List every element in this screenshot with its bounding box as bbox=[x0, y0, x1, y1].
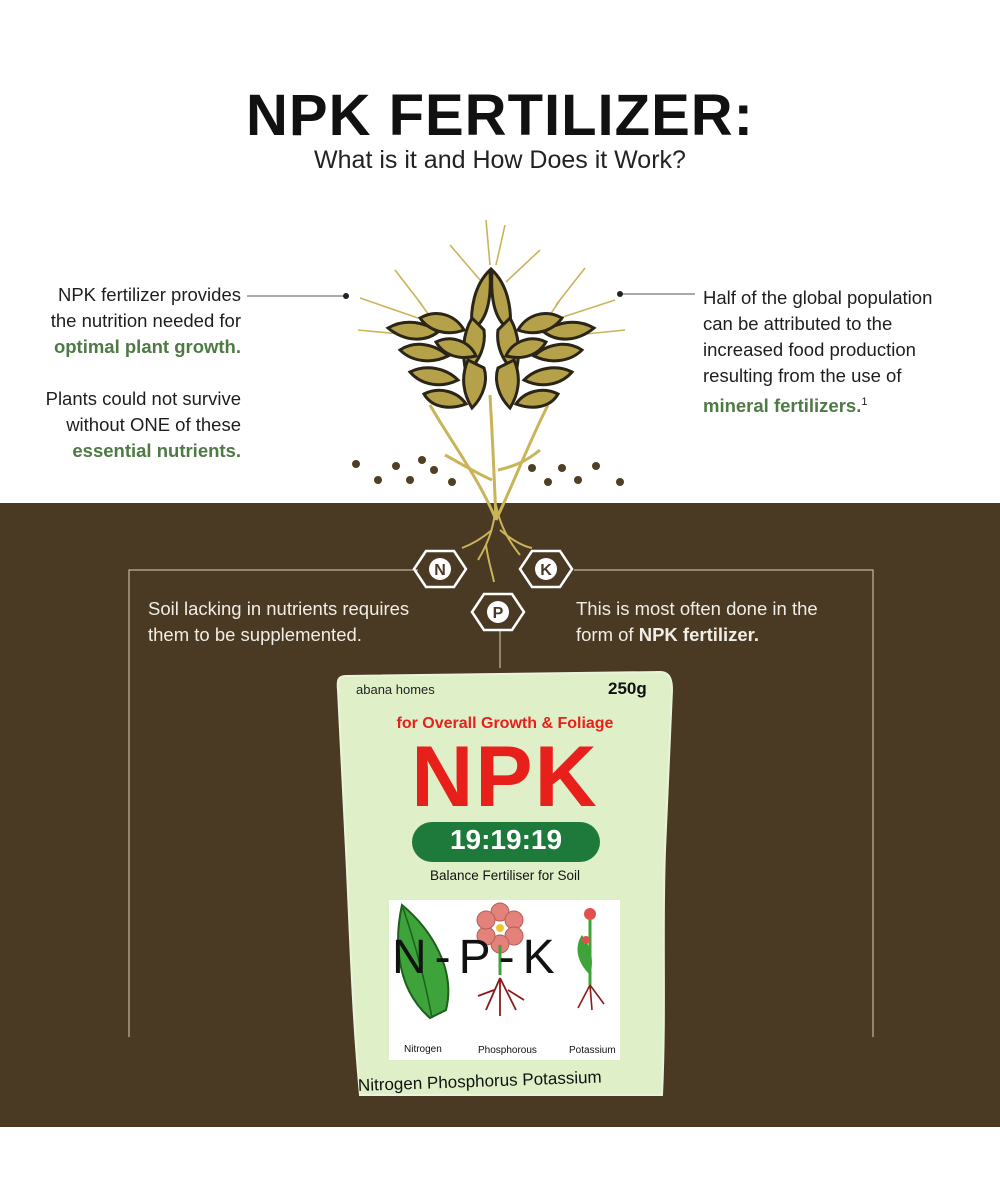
left-callout-line: Plants could not survive bbox=[45, 388, 241, 409]
bag-npk-letters: N-P-K bbox=[392, 931, 563, 984]
soil-right-line: form of bbox=[576, 624, 639, 645]
right-callout-line: can be attributed to the bbox=[703, 313, 893, 334]
bag-tagline: for Overall Growth & Foliage bbox=[396, 715, 614, 732]
page-subtitle: What is it and How Does it Work? bbox=[314, 146, 686, 174]
left-callout-line: without ONE of these bbox=[66, 414, 241, 435]
soil-left-line: them to be supplemented. bbox=[148, 624, 362, 645]
left-callout-line: the nutrition needed for bbox=[50, 310, 241, 331]
right-callout-highlight: mineral fertilizers. bbox=[703, 395, 862, 417]
bag-label-phosphorous: Phosphorous bbox=[478, 1045, 537, 1056]
right-callout-line: increased food production bbox=[703, 339, 916, 360]
right-callout-line: Half of the global population bbox=[703, 287, 933, 308]
badge-p-letter: P bbox=[492, 605, 504, 622]
page-title: NPK FERTILIZER: bbox=[246, 83, 754, 148]
soil-left-line: Soil lacking in nutrients requires bbox=[148, 598, 410, 619]
bag-weight: 250g bbox=[608, 679, 647, 698]
bag-label-nitrogen: Nitrogen bbox=[404, 1044, 442, 1055]
bag-footer: Nitrogen Phosphorus Potassium bbox=[357, 1067, 602, 1095]
bag-product-name: NPK bbox=[411, 729, 599, 825]
soil-right-bold: NPK fertilizer. bbox=[638, 624, 760, 645]
bag-label-potassium: Potassium bbox=[569, 1045, 616, 1056]
bag-brand: abana homes bbox=[356, 682, 435, 697]
badge-n-letter: N bbox=[434, 562, 446, 579]
soil-right-line: This is most often done in the bbox=[576, 598, 818, 619]
left-callout-highlight: optimal plant growth. bbox=[53, 336, 241, 357]
bag-ratio: 19:19:19 bbox=[449, 824, 563, 855]
left-callout-line: NPK fertilizer provides bbox=[57, 284, 241, 305]
bag-description: Balance Fertiliser for Soil bbox=[429, 868, 581, 883]
badge-k-letter: K bbox=[540, 562, 552, 579]
left-callout-highlight: essential nutrients. bbox=[72, 440, 241, 461]
footnote-marker: 1 bbox=[861, 396, 868, 408]
right-callout-line: resulting from the use of bbox=[703, 365, 902, 386]
